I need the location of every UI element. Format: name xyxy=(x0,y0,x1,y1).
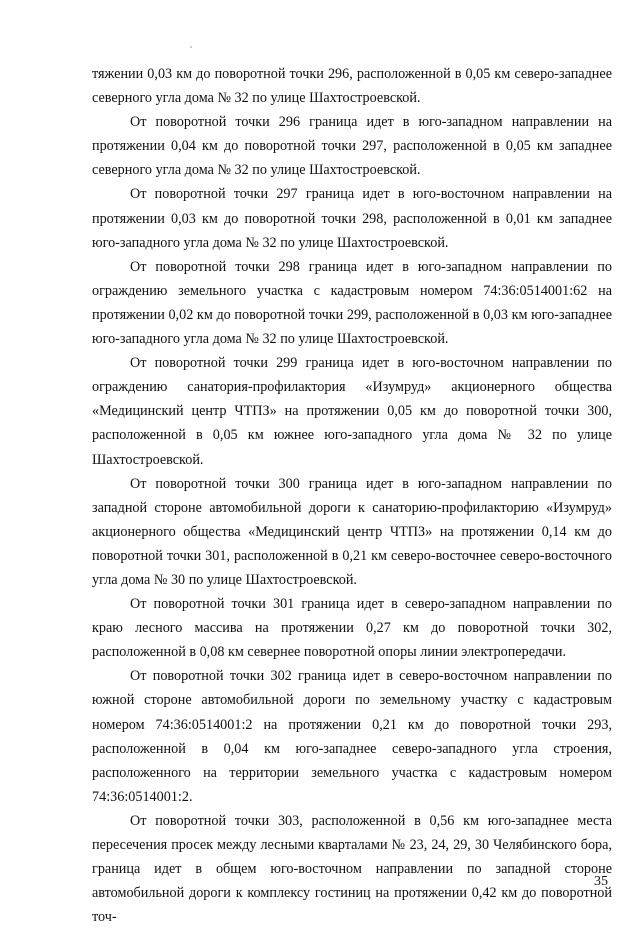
document-body xyxy=(92,62,612,929)
paragraph: От поворотной точки 302 граница идет в северо-восточном направлении по южной стороне автомобильной дороги по земельному участку с кадастровым номером 74:36:0514001:2 на протяжении 0,21 км до поворотной точки 293, расположенной в 0,04 км юго-западнее северо-западного угла строения, расположенного на территории земельного участка с кадастровым номером 74:36:0514001:2. xyxy=(92,668,612,805)
paragraph: От поворотной точки 298 граница идет в юго-западном направлении по ограждению земельного участка с кадастровым номером 74:36:0514001:62 на протяжении 0,02 км до поворотной точки 299, расположенной в 0,03 км юго-западнее юго-западного угла дома № 32 по улице Шахтостроевской. xyxy=(92,258,612,348)
paragraph: От поворотной точки 301 граница идет в северо-западном направлении по краю лесного массива на протяжении 0,27 км до поворотной точки 302, расположенной в 0,08 км севернее поворотной опоры линии электропередачи. xyxy=(92,596,612,661)
page-number: 35 xyxy=(594,874,608,889)
scan-speck xyxy=(190,46,192,48)
paragraph: От поворотной точки 296 граница идет в юго-западном направлении на протяжении 0,04 км до поворотной точки 297, расположенной в 0,05 км западнее северного угла дома № 32 по улице Шахтостроевской. xyxy=(92,114,612,179)
paragraph: От поворотной точки 299 граница идет в юго-восточном направлении по ограждению санатория-профилактория «Изумруд» акционерного общества «Медицинский центр ЧТПЗ» на протяжении 0,05 км до поворотной точки 300, расположенной в 0,05 км южнее юго-западного угла дома № 32 по улице Шахтостроевской. xyxy=(92,355,612,468)
paragraph: От поворотной точки 303, расположенной в 0,56 км юго-западнее места пересечения просек между лесными кварталами № 23, 24, 29, 30 Челябинского бора, граница идет в общем юго-восточном направлении по западной стороне автомобильной дороги к комплексу гостиниц на протяжении 0,42 км до поворотной точ- xyxy=(92,812,612,926)
paragraph: От поворотной точки 297 граница идет в юго-восточном направлении на протяжении 0,03 км до поворотной точки 298, расположенной в 0,01 км западнее юго-западного угла дома № 32 по улице Шахтостроевской. xyxy=(92,186,612,251)
paragraph-continuation: тяжении 0,03 км до поворотной точки 296, расположенной в 0,05 км северо-западнее северного угла дома № 32 по улице Шахтостроевской. xyxy=(92,66,612,107)
paragraph: От поворотной точки 300 граница идет в юго-западном направлении по западной стороне автомобильной дороги к санаторию-профилакторию «Изумруд» акционерного общества «Медицинский центр ЧТПЗ» на протяжении 0,14 км до поворотной точки 301, расположенной в 0,21 км северо-восточнее северо-восточного угла дома № 30 по улице Шахтостроевской. xyxy=(92,475,612,588)
